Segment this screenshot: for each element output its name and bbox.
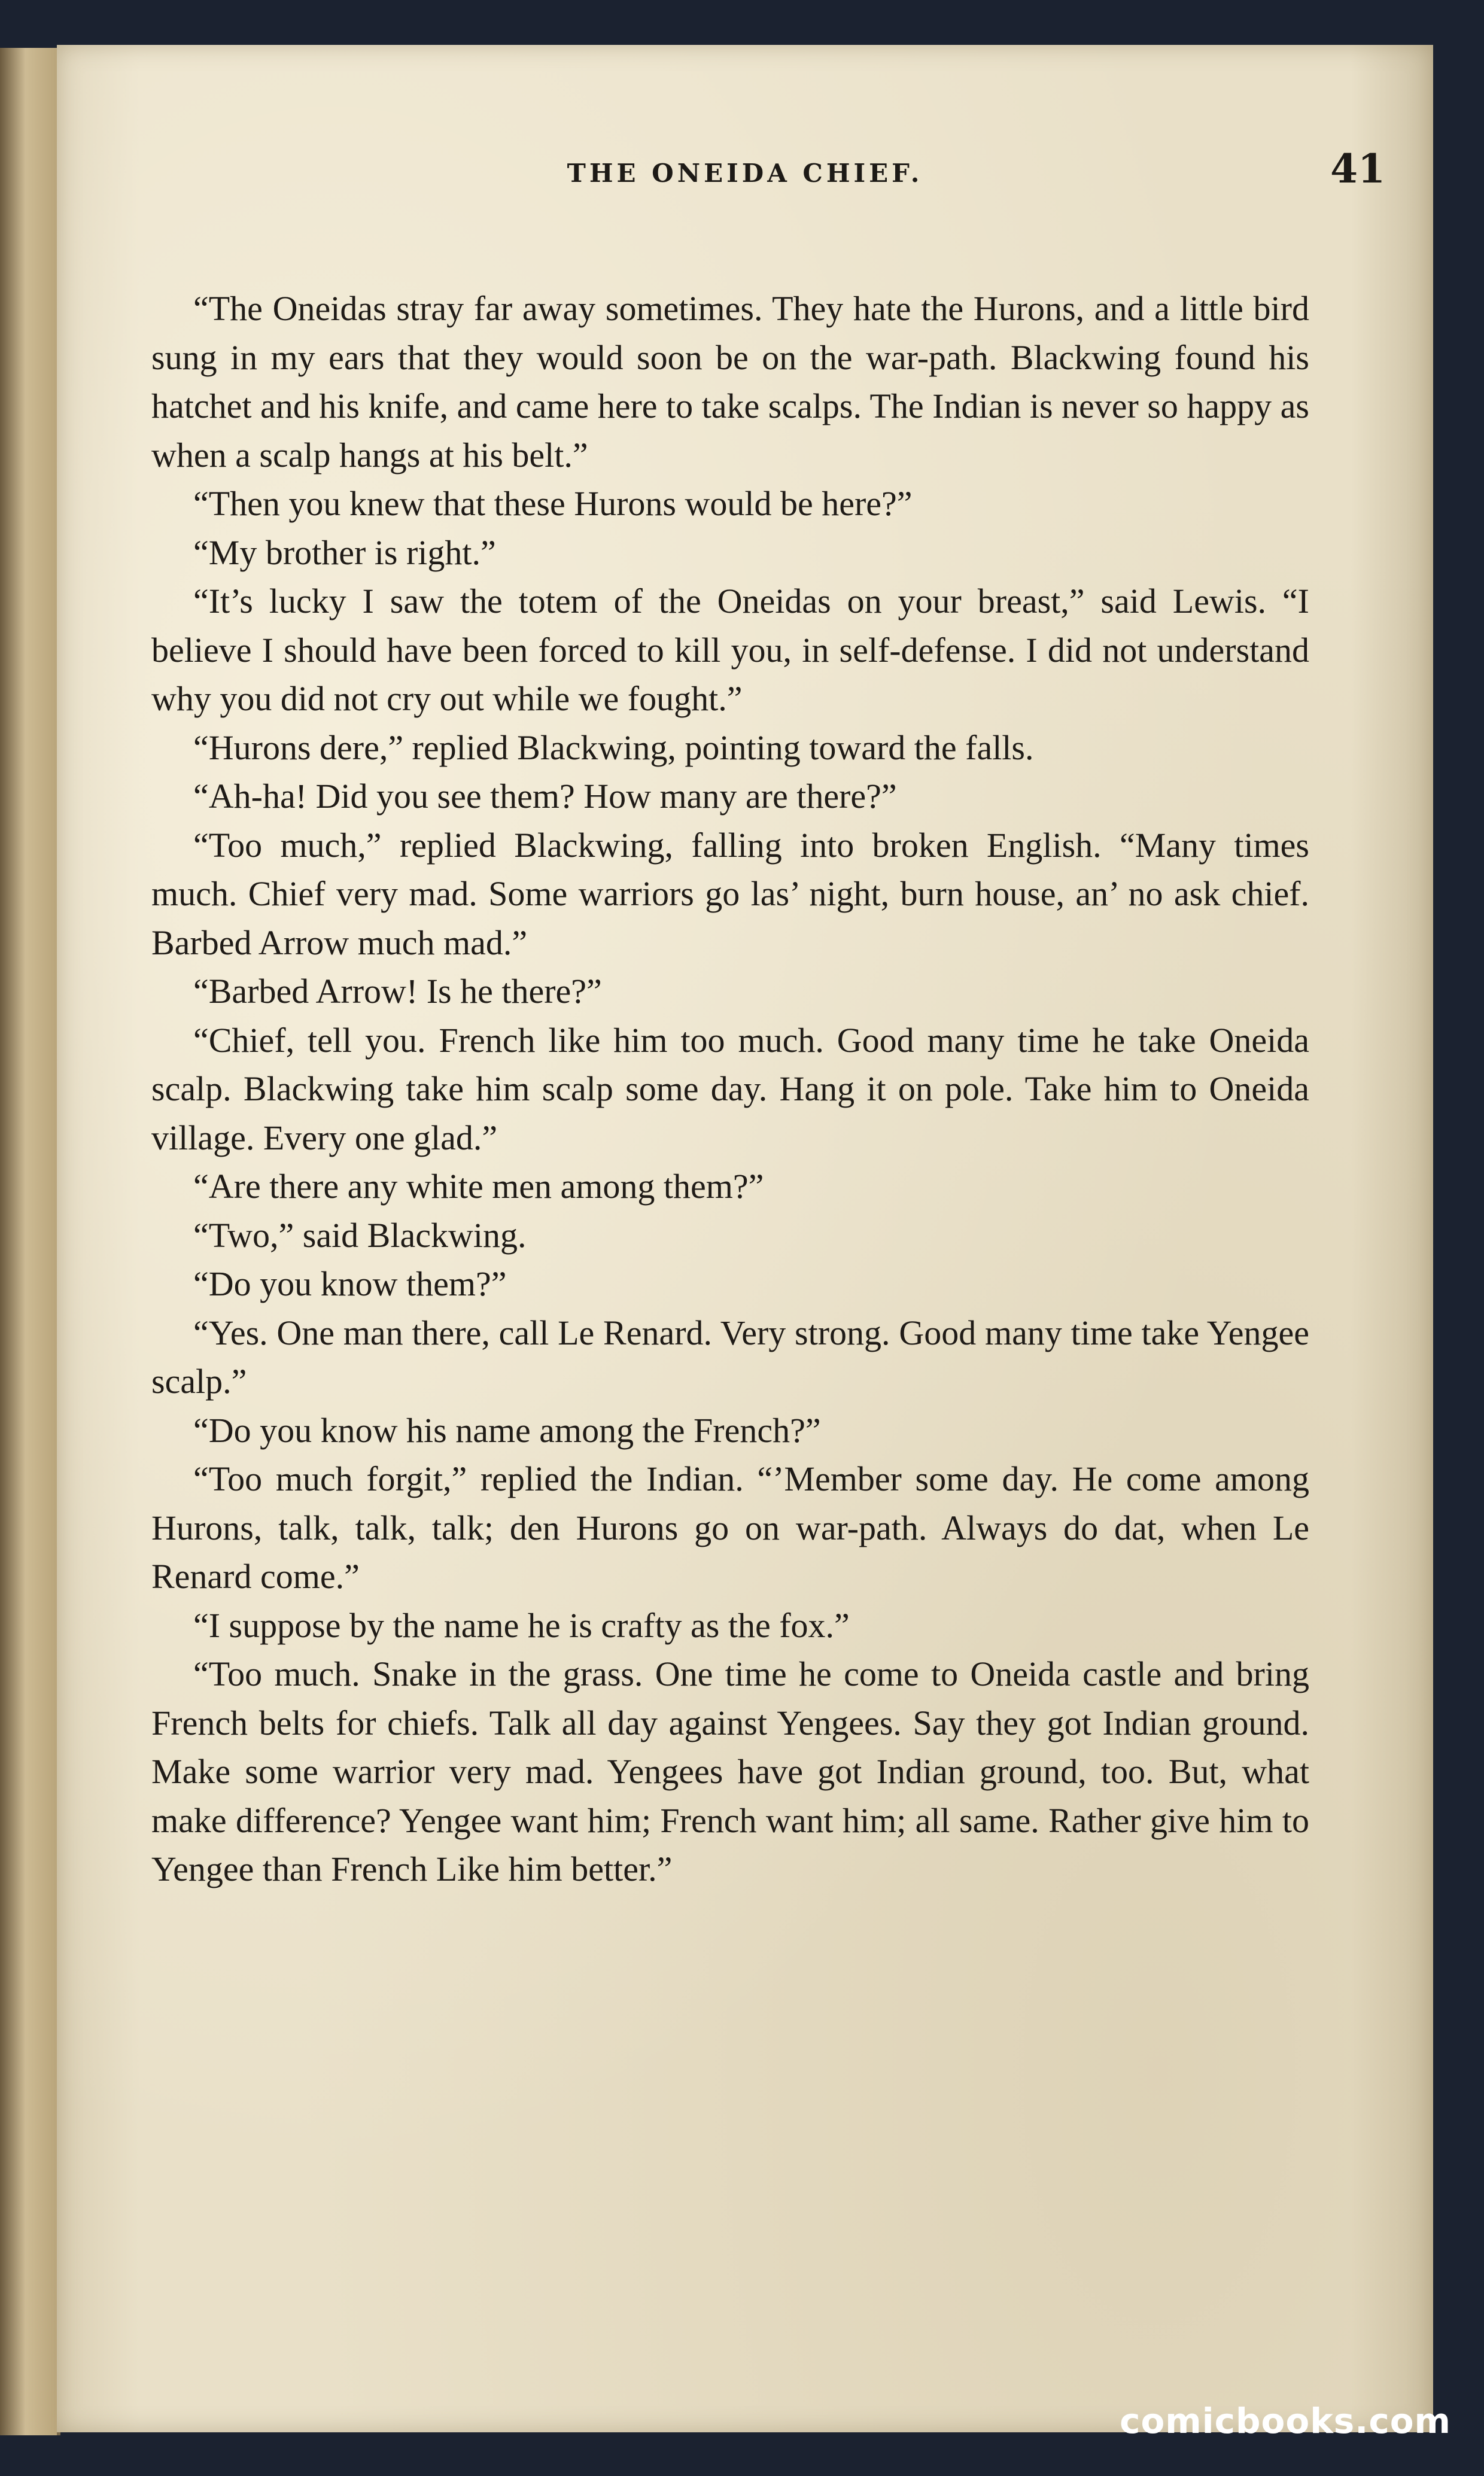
page-number: 41	[1330, 145, 1385, 192]
book-page	[57, 45, 1433, 2432]
paragraph: “Two,” said Blackwing.	[193, 1215, 527, 1255]
paragraph: “Are there any white men among them?”	[193, 1167, 764, 1206]
paragraph: “Too much,” replied Blackwing, falling into broken English. “Many times much. Chief very mad. Some warriors go las’ night, burn house, an’ no ask chief. Barbed Arrow much mad.”	[151, 825, 1309, 962]
paragraph: “My brother is right.”	[193, 533, 496, 572]
paragraph: “Barbed Arrow! Is he there?”	[193, 972, 602, 1011]
running-head: THE ONEIDA CHIEF.	[567, 159, 923, 188]
paragraph: “Then you knew that these Hurons would be here?”	[193, 484, 913, 523]
book-left-edge	[0, 48, 60, 2435]
paragraph: “Do you know them?”	[193, 1264, 507, 1303]
paragraph: “Do you know his name among the French?”	[193, 1410, 821, 1450]
paragraph: “Ah-ha! Did you see them? How many are there?”	[193, 777, 897, 816]
site-watermark: comicbooks.com	[1120, 2401, 1451, 2441]
body-text	[151, 284, 1309, 1894]
paragraph: “The Oneidas stray far away sometimes. They hate the Hurons, and a little bird sung in my ears that they would soon be on the war-path. Blackwing found his hatchet and his knife, and came here to take scalps. The Indian is never so happy as when a scalp hangs at his belt.”	[151, 289, 1309, 474]
paragraph: “Too much forgit,” replied the Indian. “’Member some day. He come among Hurons, talk, talk, talk; den Hurons go on war-path. Always do dat, when Le Renard come.”	[151, 1459, 1309, 1596]
paragraph: “Too much. Snake in the grass. One time he come to Oneida castle and bring French belts for chiefs. Talk all day against Yengees. Say they got Indian ground. Make some warrior very mad. Yengees have got Indian ground, too. But, what make difference? Yengee want him; French want him; all same. Rather give him to Yengee than French Like him better.”	[151, 1654, 1309, 1888]
paragraph: “I suppose by the name he is crafty as the fox.”	[193, 1605, 850, 1645]
paragraph: “Yes. One man there, call Le Renard. Very strong. Good many time take Yengee scalp.”	[151, 1313, 1309, 1401]
paragraph: “Hurons dere,” replied Blackwing, pointing toward the falls.	[193, 728, 1034, 767]
paragraph: “It’s lucky I saw the totem of the Oneidas on your breast,” said Lewis. “I believe I should have been forced to kill you, in self-defense. I did not understand why you did not cry out while we fought.”	[151, 582, 1309, 718]
paragraph: “Chief, tell you. French like him too much. Good many time he take Oneida scalp. Blackwing take him scalp some day. Hang it on pole. Take him to Oneida village. Every one glad.”	[151, 1020, 1309, 1157]
